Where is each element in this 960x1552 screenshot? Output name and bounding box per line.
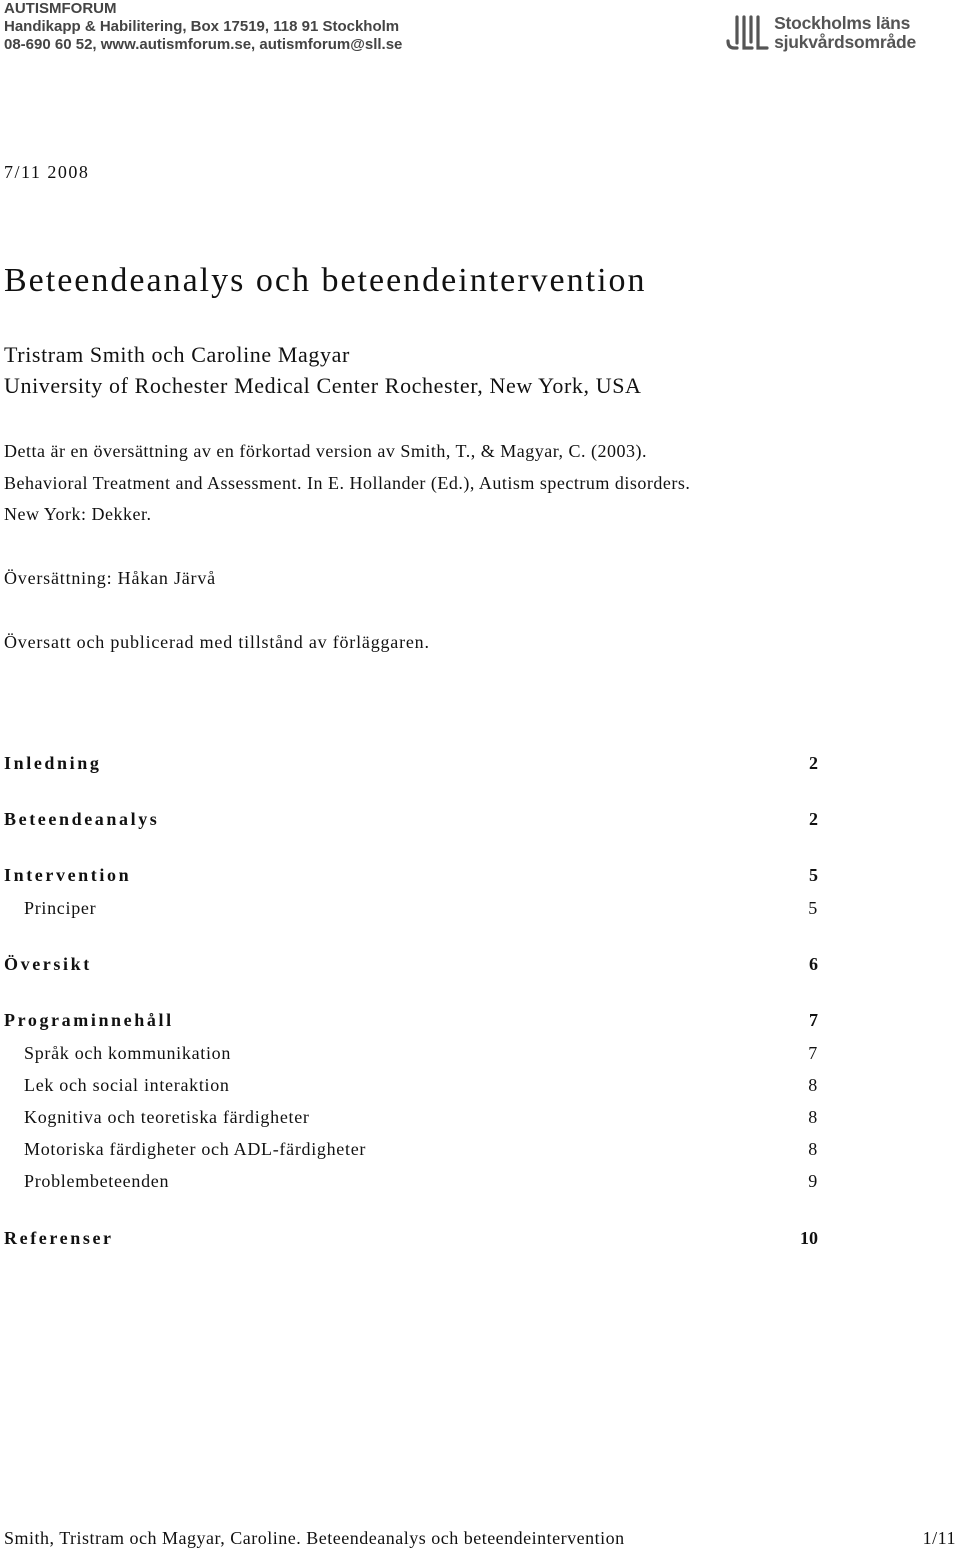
toc-label: Språk och kommunikation xyxy=(24,1043,232,1063)
authors-block xyxy=(4,339,642,401)
toc-label: Referenser xyxy=(4,1228,114,1248)
toc-subentry[interactable] xyxy=(4,1139,818,1160)
toc-page: 5 xyxy=(809,865,818,885)
toc-entry[interactable] xyxy=(4,1010,818,1031)
toc-page: 7 xyxy=(808,1043,818,1063)
permission-note: Översatt och publicerad med tillstånd av förläggaren. xyxy=(4,632,430,652)
org-address: Handikapp & Habilitering, Box 17519, 118 91 Stockholm xyxy=(4,18,400,35)
translator-credit: Översättning: Håkan Järvå xyxy=(4,568,216,588)
document-date: 7/11 2008 xyxy=(4,162,90,182)
toc-subentry[interactable] xyxy=(4,898,818,919)
toc-page: 10 xyxy=(800,1228,818,1248)
toc-label: Motoriska färdigheter och ADL-färdigheter xyxy=(24,1139,367,1159)
citation-line: Behavioral Treatment and Assessment. In E. Hollander (Ed.), Autism spectrum disorders. xyxy=(4,472,691,493)
toc-page: 8 xyxy=(808,1107,818,1127)
citation-line: New York: Dekker. xyxy=(4,504,152,524)
toc-label: Problembeteenden xyxy=(24,1171,170,1191)
toc-label: Lek och social interaktion xyxy=(24,1075,230,1095)
citation-block xyxy=(4,436,864,531)
toc-label: Kognitiva och teoretiska färdigheter xyxy=(24,1107,310,1127)
logo-line-2: sjukvårdsområde xyxy=(774,32,916,52)
org-contact: 08-690 60 52, www.autismforum.se, autismforum@sll.se xyxy=(4,36,403,53)
toc-subentry[interactable] xyxy=(4,1171,818,1192)
toc-label: Principer xyxy=(24,898,97,918)
page-header xyxy=(4,0,402,54)
page-number: 1/11 xyxy=(922,1528,956,1548)
toc-page: 7 xyxy=(809,1010,818,1030)
footer-text: Smith, Tristram och Magyar, Caroline. Beteendeanalys och beteendeintervention xyxy=(4,1528,625,1548)
toc-label: Beteendeanalys xyxy=(4,809,160,829)
toc-entry[interactable] xyxy=(4,865,818,886)
toc-page: 9 xyxy=(808,1171,818,1191)
toc-entry[interactable] xyxy=(4,809,818,830)
toc-page: 2 xyxy=(809,753,818,773)
author-names: Tristram Smith och Caroline Magyar xyxy=(4,342,350,367)
toc-subentry[interactable] xyxy=(4,1043,818,1064)
toc-page: 2 xyxy=(809,809,818,829)
page-footer xyxy=(4,1528,956,1549)
toc-label: Programinnehåll xyxy=(4,1010,174,1030)
toc-label: Intervention xyxy=(4,865,132,885)
toc-page: 8 xyxy=(808,1139,818,1159)
toc-entry[interactable] xyxy=(4,1228,818,1249)
toc-subentry[interactable] xyxy=(4,1075,818,1096)
document-title: Beteendeanalys och beteendeintervention xyxy=(4,262,647,299)
toc-page: 8 xyxy=(808,1075,818,1095)
toc-entry[interactable] xyxy=(4,954,818,975)
toc-page: 5 xyxy=(808,898,818,918)
sll-logo xyxy=(724,14,916,52)
toc-page: 6 xyxy=(809,954,818,974)
toc-subentry[interactable] xyxy=(4,1107,818,1128)
toc-label: Inledning xyxy=(4,753,102,773)
org-name: AUTISMFORUM xyxy=(4,0,117,17)
sll-logo-icon xyxy=(724,15,770,51)
toc-entry[interactable] xyxy=(4,753,818,774)
logo-line-1: Stockholms läns xyxy=(774,13,911,33)
author-affiliation: University of Rochester Medical Center Rochester, New York, USA xyxy=(4,373,642,398)
citation-line: Detta är en översättning av en förkortad version av Smith, T., & Magyar, C. (2003). xyxy=(4,441,647,461)
toc-label: Översikt xyxy=(4,954,92,974)
